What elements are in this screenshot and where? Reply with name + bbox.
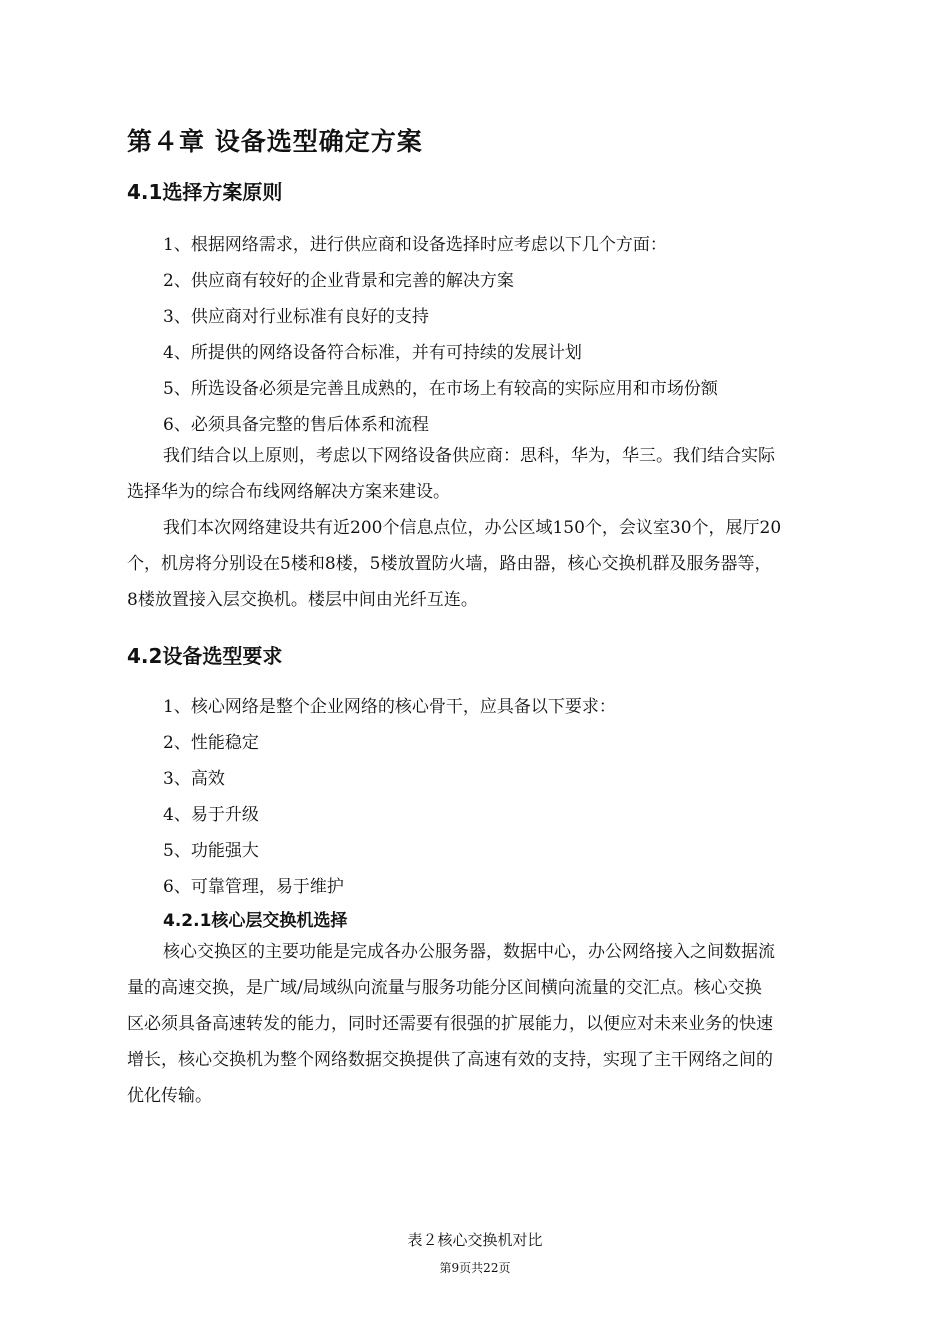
paragraph-vendor-choice [127,438,867,510]
list-item: 6、可靠管理，易于维护 [163,877,344,897]
paragraph-line: 选择华为的综合布线网络解决方案来建设。 [127,482,450,502]
list-item: 3、高效 [163,769,225,789]
paragraph-line: 优化传输。 [127,1086,212,1106]
subsection-title-4-2-1: 4.2.1核心层交换机选择 [163,911,348,931]
paragraph-line: 我们本次网络建设共有近200个信息点位，办公区域150个，会议室30个，展厅20 [163,518,782,538]
list-item: 4、易于升级 [163,805,259,825]
paragraph-line: 个，机房将分别设在5楼和8楼，5楼放置防火墙，路由器，核心交换机群及服务器等， [127,554,772,574]
table-caption: 表２核心交换机对比 [407,1231,543,1249]
paragraph-line: 量的高速交换，是广域/局域纵向流量与服务功能分区间横向流量的交汇点。核心交换 [127,978,762,998]
list-item: 2、供应商有较好的企业背景和完善的解决方案 [163,271,514,291]
page-footer: 第9页共22页 [439,1261,511,1275]
paragraph-line: 区必须具备高速转发的能力，同时还需要有很强的扩展能力，以便应对未来业务的快速 [127,1014,773,1034]
paragraph-core-switch [127,934,867,1114]
section-title-4-1: 4.1选择方案原则 [127,180,283,204]
list-item: 1、核心网络是整个企业网络的核心骨干，应具备以下要求： [163,697,616,717]
list-item: 1、根据网络需求，进行供应商和设备选择时应考虑以下几个方面： [163,235,667,255]
paragraph-line: 8楼放置接入层交换机。楼层中间由光纤互连。 [127,590,478,610]
section-title-4-2: 4.2设备选型要求 [127,644,283,668]
list-item: 3、供应商对行业标准有良好的支持 [163,307,429,327]
list-item: 4、所提供的网络设备符合标准，并有可持续的发展计划 [163,343,582,363]
list-item: 6、必须具备完整的售后体系和流程 [163,415,429,435]
paragraph-line: 核心交换区的主要功能是完成各办公服务器，数据中心，办公网络接入之间数据流 [163,942,775,962]
list-item: 5、功能强大 [163,841,259,861]
chapter-title: 第４章 设备选型确定方案 [127,127,423,156]
list-item: 5、所选设备必须是完善且成熟的，在市场上有较高的实际应用和市场份额 [163,379,718,399]
paragraph-line: 我们结合以上原则，考虑以下网络设备供应商：思科，华为，华三。我们结合实际 [163,446,775,466]
paragraph-network-scope [127,510,867,618]
paragraph-line: 增长，核心交换机为整个网络数据交换提供了高速有效的支持，实现了主干网络之间的 [127,1050,773,1070]
list-item: 2、性能稳定 [163,733,259,753]
